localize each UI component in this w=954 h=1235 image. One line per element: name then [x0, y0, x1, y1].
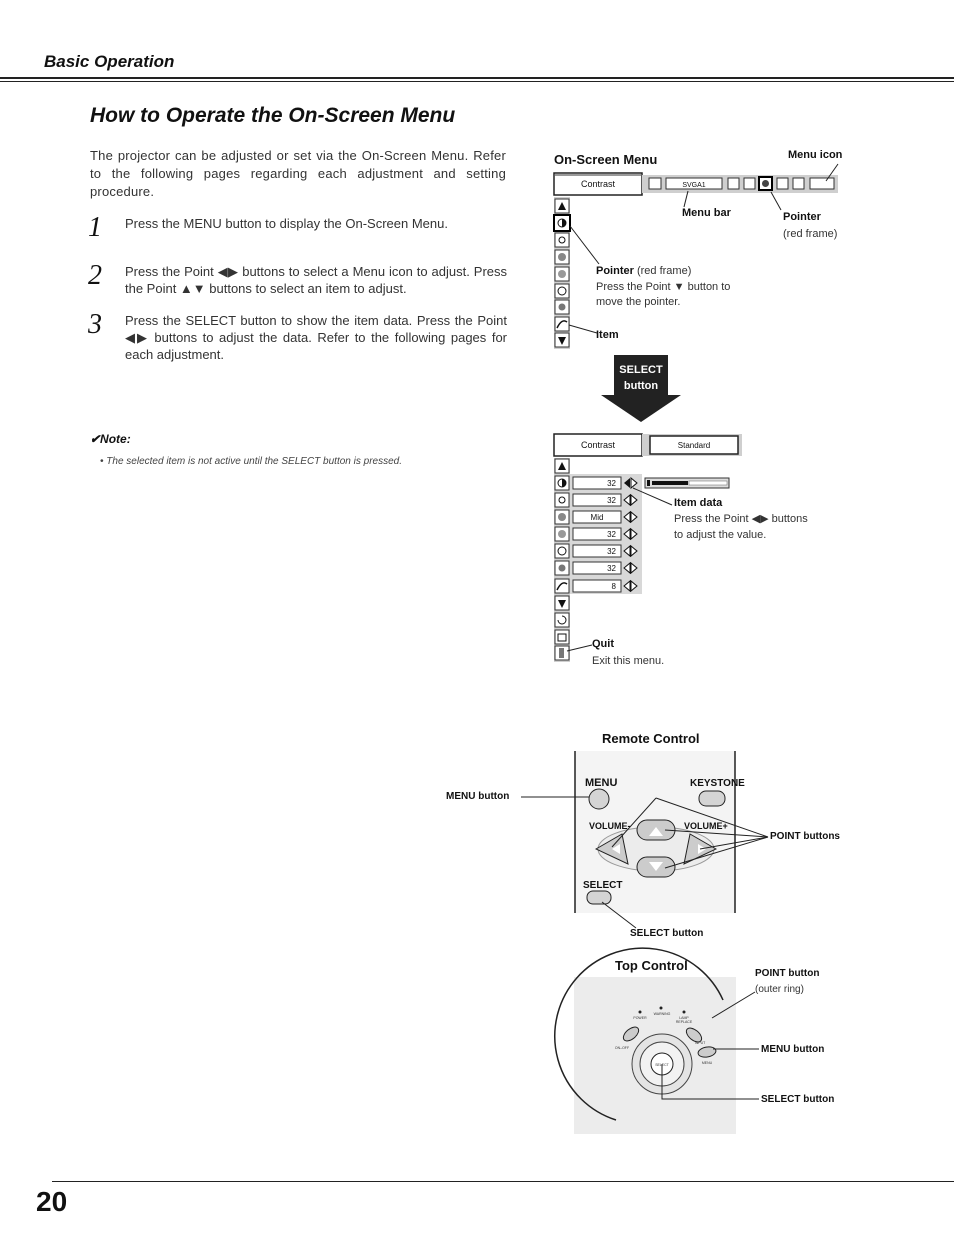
menu-bar-input-text: SVGA1 [682, 182, 706, 189]
remote-point-buttons-label: POINT buttons [770, 831, 840, 842]
menu-bar-item-text: Contrast [580, 179, 616, 189]
step-number-1: 1 [88, 212, 102, 243]
pointer-leader [771, 192, 781, 210]
pointer2-sub: (red frame) [636, 265, 692, 277]
menu-bar-label: Menu bar [682, 207, 731, 219]
value-text: 32 [607, 564, 616, 573]
value-text: 32 [607, 547, 616, 556]
item-data-desc2: to adjust the value. [674, 529, 767, 541]
step-text-1: Press the MENU button to display the On-Screen Menu. [125, 216, 448, 231]
pointer2-desc1: Press the Point ▼ button to [596, 281, 731, 293]
quit-desc: Exit this menu. [592, 655, 665, 667]
step-number-3: 3 [88, 309, 102, 340]
top-control-select-text: SELECT [655, 1063, 669, 1067]
top-control-menu-text: MENU [701, 1061, 713, 1065]
step-number-2: 2 [88, 260, 102, 291]
pointer2-leader [570, 226, 599, 264]
item-data-desc1: Press the Point ◀▶ buttons [674, 513, 808, 525]
value-slider [645, 478, 729, 488]
pointer2-label: Pointer [596, 265, 634, 277]
page-title: How to Operate the On-Screen Menu [90, 104, 456, 127]
note-heading: ✔Note: [90, 432, 131, 446]
menu-bar-leader [684, 191, 688, 207]
pointer2-desc2: move the pointer. [596, 296, 681, 308]
item-label: Item [596, 329, 619, 341]
top-control-input-text: INPUT [694, 1041, 706, 1045]
item-data-label: Item data [674, 497, 723, 509]
quit-label: Quit [592, 638, 614, 650]
osm-title: On-Screen Menu [554, 152, 658, 167]
step-text-2: Press the Point ◀▶ buttons to select a Menu icon to adjust. Press the Point ▲▼ buttons to select an item to adjust. [125, 264, 507, 296]
top-select-label: SELECT button [761, 1094, 835, 1105]
pointer-label: Pointer [783, 211, 821, 223]
remote-menu-button-label: MENU button [446, 791, 510, 802]
item-leader [569, 325, 597, 333]
value-text: Mid [590, 513, 604, 522]
pointer2-line [596, 263, 691, 279]
menu-item-column [554, 197, 570, 349]
submenu-header-mode: Standard [677, 441, 711, 450]
value-text: 32 [607, 479, 616, 488]
value-text: 8 [611, 582, 616, 591]
top-point-label: POINT button [755, 968, 820, 979]
top-point-sub: (outer ring) [755, 984, 804, 995]
top-menu-label: MENU button [761, 1044, 825, 1055]
remote-select-button-label: SELECT button [630, 928, 704, 939]
menu-icon-label: Menu icon [788, 149, 843, 161]
footer-rule [52, 1181, 954, 1182]
submenu-header-item: Contrast [580, 440, 616, 450]
step-text-3: Press the SELECT button to show the item data. Press the Point ◀▶ buttons to adjust the data. Refer to the following pages for each adjustment. [125, 313, 507, 362]
top-control-warning-text: WARNING [653, 1012, 671, 1016]
select-arrow-line1: SELECT [619, 364, 663, 376]
top-control-onoff-text: ON–OFF [614, 1046, 630, 1050]
value-text: 32 [607, 496, 616, 505]
section-title: Basic Operation [44, 52, 175, 71]
top-control-power-text: POWER [633, 1016, 647, 1020]
remote-volume-minus: VOLUME- [589, 821, 631, 831]
quit-leader [567, 645, 592, 651]
remote-keystone-key: KEYSTONE [690, 778, 745, 789]
top-control-title: Top Control [615, 958, 688, 973]
remote-menu-key: MENU [585, 777, 618, 789]
remote-title: Remote Control [602, 731, 700, 746]
intro-paragraph: The projector can be adjusted or set via the On-Screen Menu. Refer to the following pages regarding each adjustment and setting procedure. [90, 148, 506, 199]
value-text: 32 [607, 530, 616, 539]
remote-select-key: SELECT [583, 880, 623, 891]
top-control-replace-text: REPLACE [675, 1020, 693, 1024]
note-text: • The selected item is not active until the SELECT button is pressed. [100, 456, 402, 467]
top-control-lamp-text: LAMP [679, 1016, 689, 1020]
page-number: 20 [36, 1186, 68, 1217]
remote-volume-plus: VOLUME+ [684, 821, 728, 831]
select-arrow-line2: button [623, 380, 659, 392]
pointer-sub: (red frame) [783, 228, 838, 240]
top-control-illustration [555, 948, 736, 1134]
